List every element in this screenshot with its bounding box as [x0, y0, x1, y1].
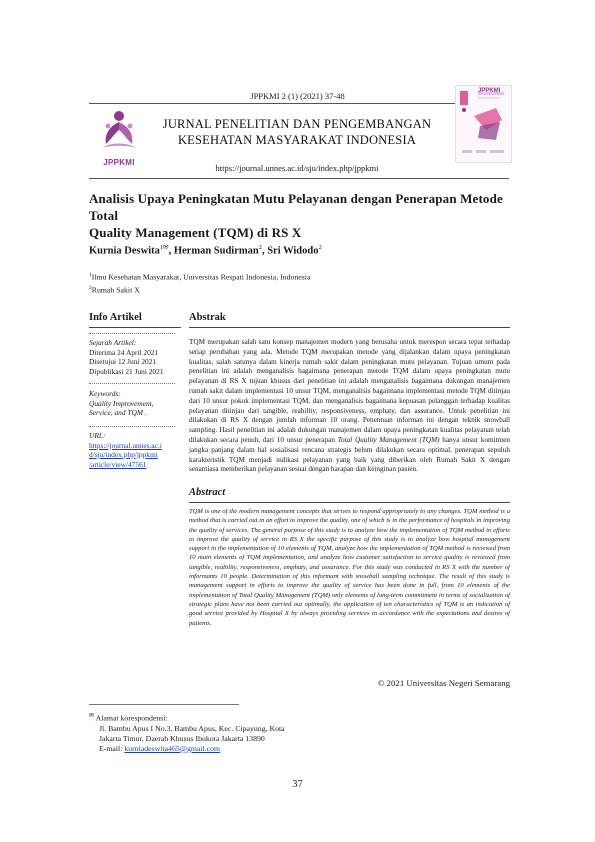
logo-text: JPPKMI	[103, 158, 135, 167]
abstract-body: TQM is one of the modern management concepts that strives to respond appropriately to any changes. TQM method is a method that is carried out in an effort to improve the quality, one of which is in the performance of hospitals in improving the quality of services. The general purpose of this study is to analyze how the implementation of TQM method in efforts to improve the quality of service in RS X the specific purpose of this study is to analyze how hospital management support in the implementation of 10 elements of TQM, analyze how the implementation of TQM method is reviewed from 10 main elements of TQM implementation, and analyze how customer satisfaction to service quality is reviewed from tangible, reability, responsiveness, emphaty, and assurance. For this study was conducted in RS X with the number of informants 10 people. Determination of this informant with snowball sampling technique. The result of this study is management support in efforts to improve the quality of service has been done in full, from 10 elements of the implementation of Total Quality Management (TQM) only elements of long-term commitment in terms of socialization of strategic plans have not been carried out optimally, the application of ten characteristics of TQM is an indication of good service provided by Hospital X by always providing services in accordance with the expectations and desires of patients.	[189, 508, 510, 627]
keywords-block	[89, 389, 177, 418]
email-link[interactable]: kurniadeswita465@gmail.com	[124, 743, 221, 753]
side-divider	[89, 333, 175, 334]
side-divider	[89, 426, 175, 427]
abstrak-rule	[189, 327, 510, 328]
article-title-line1: Analisis Upaya Peningkatan Mutu Pelayanan dengan Penerapan Metode Total	[89, 191, 503, 223]
affiliations	[89, 270, 310, 296]
side-divider	[89, 383, 175, 384]
email-label: E-mail:	[99, 743, 123, 753]
info-heading: Info Artikel	[89, 312, 142, 323]
article-title-line2: Quality Management (TQM) di RS X	[89, 225, 302, 240]
article-history	[89, 338, 177, 376]
correspondence-label: Alamat korespondensi:	[95, 713, 168, 723]
copyright-notice: © 2021 Universitas Negeri Semarang	[377, 678, 510, 688]
page-number: 37	[292, 779, 303, 790]
author-sup: 1✉	[159, 244, 169, 251]
abstrak-heading: Abstrak	[189, 312, 226, 323]
email-line	[89, 744, 285, 754]
article-url-line[interactable]: https://journal.unnes.ac.i	[89, 440, 162, 450]
history-label: Sejarah Artikel:	[89, 338, 137, 347]
footnote-rule	[89, 704, 239, 705]
journal-cover-thumbnail	[455, 85, 512, 163]
abstrak-body	[189, 338, 510, 475]
logo-emblem-icon	[92, 108, 146, 158]
affiliation-item: $^1$Ilmu Kesehatan Masyarakat, Universitas Respati Indonesia, Indonesia	[89, 272, 311, 282]
header-rule	[89, 103, 509, 104]
author-name: Herman Sudirman	[173, 245, 259, 257]
journal-title-line1: JURNAL PENELITIAN DAN PENGEMBANGAN	[162, 117, 432, 131]
abstract-rule	[189, 502, 510, 503]
info-rule	[89, 327, 181, 328]
affiliation-item: $^2$Rumah Sakit X	[89, 285, 140, 295]
article-url-line[interactable]: /article/view/47561	[89, 459, 147, 469]
keywords-line: Service, and TQM .	[89, 408, 147, 417]
cover-label: JPPKMI	[478, 88, 501, 94]
journal-title-line2: KESEHATAN MASYARAKAT INDONESIA	[177, 133, 417, 147]
url-block	[89, 431, 177, 469]
received-date: Diterima 24 April 2021	[89, 347, 159, 357]
article-url-line[interactable]: d/sju/index.php/jppkmi	[89, 450, 158, 459]
keywords-label: Keywords:	[89, 389, 121, 398]
abstrak-text-tail: hanya unsur komitmen jangka panjang dalam hal sosialisasi rencana strategis belum dilakukan secara optimal, penerapan sepuluh karakteristik TQM menjadi indikasi pelayanan yang baik yang diberikan oleh Rumah Sakit X dengan senantiasa memberikan pelayanan sesuai dengan harapan dan keinginan pasien.	[189, 435, 511, 474]
author-name: Kurnia Deswita	[89, 245, 160, 257]
keywords-line: Quality Improvement,	[89, 398, 154, 408]
address-line: Jakarta Timur, Daerah Khusus Ibukota Jakarta 13890	[99, 733, 265, 743]
article-title	[89, 190, 529, 241]
cover-graphic-icon	[456, 86, 511, 162]
abstrak-text: TQM merupakan salah satu konsep manajemen modern yang berusaha untuk merespon secara tepat terhadap setiap perubahan yang ada. Metode TQM merupakan metode yang dijalankan dalam upaya peningkatan kualitas, salah satunya dalam kinerja rumah sakit dalam peningkatan mutu pelayanan. Tujuan umum pada penelitian ini adalah menganalisis bagaimana penerapan metode TQM dalam upaya peningkatan mutu pelayanan di RS X tujuan khusus dari penelitian ini adalah menganalisis bagaimana dukungan manajemen rumah sakit dalam implementasi 10 unsur TQM, menganalisis bagaimana implementasi metode TQM ditinjau dari 10 unsur pokok implementasi TQM, dan menganalisis bagaimana kepuasan pelanggan terhadap kualitas pelayanan ditinjau dari tangible, reability, responsiveness, emphaty, dan assurance. Untuk penelitian ini dilakukan di RS X dengan jumlah informan 10 orang. Penentuan informan ini dengan teknik snowball sampling. Hasil penelitian ini adalah dukungan manajemen dalam upaya peningkatan kualitas pelayanan telah dilakukan secara penuh, dari 10 unsur penerapan	[189, 338, 510, 444]
abstract-heading: Abstract	[189, 487, 226, 498]
envelope-icon: ✉	[89, 713, 95, 719]
author-sup: 2	[318, 244, 322, 251]
published-date: Dipublikasi 21 Juni 2021	[89, 366, 164, 376]
accepted-date: Disetujui 12 Juni 2021	[89, 357, 157, 366]
correspondence-block	[89, 711, 285, 754]
journal-title	[152, 116, 442, 148]
author-name: Sri Widodo	[267, 245, 319, 257]
author-list: Kurnia Deswita$^{1✉}$, Herman Sudirman$^2$, Sri Widodo$^2$	[89, 244, 322, 257]
author-sup: 2	[258, 244, 262, 251]
journal-url[interactable]: https://journal.unnes.ac.id/sju/index.php/jppkmi	[215, 163, 379, 173]
header-bottom-rule	[89, 178, 509, 179]
address-line: Jl. Bambu Apus I No.3, Bambu Apus, Kec. Cipayung, Kota	[99, 723, 285, 733]
url-label: URL:	[89, 431, 106, 440]
journal-citation: JPPKMI 2 (1) (2021) 37-48	[250, 91, 345, 101]
abstrak-italic-term: Total Quality Management (TQM)	[337, 435, 440, 444]
